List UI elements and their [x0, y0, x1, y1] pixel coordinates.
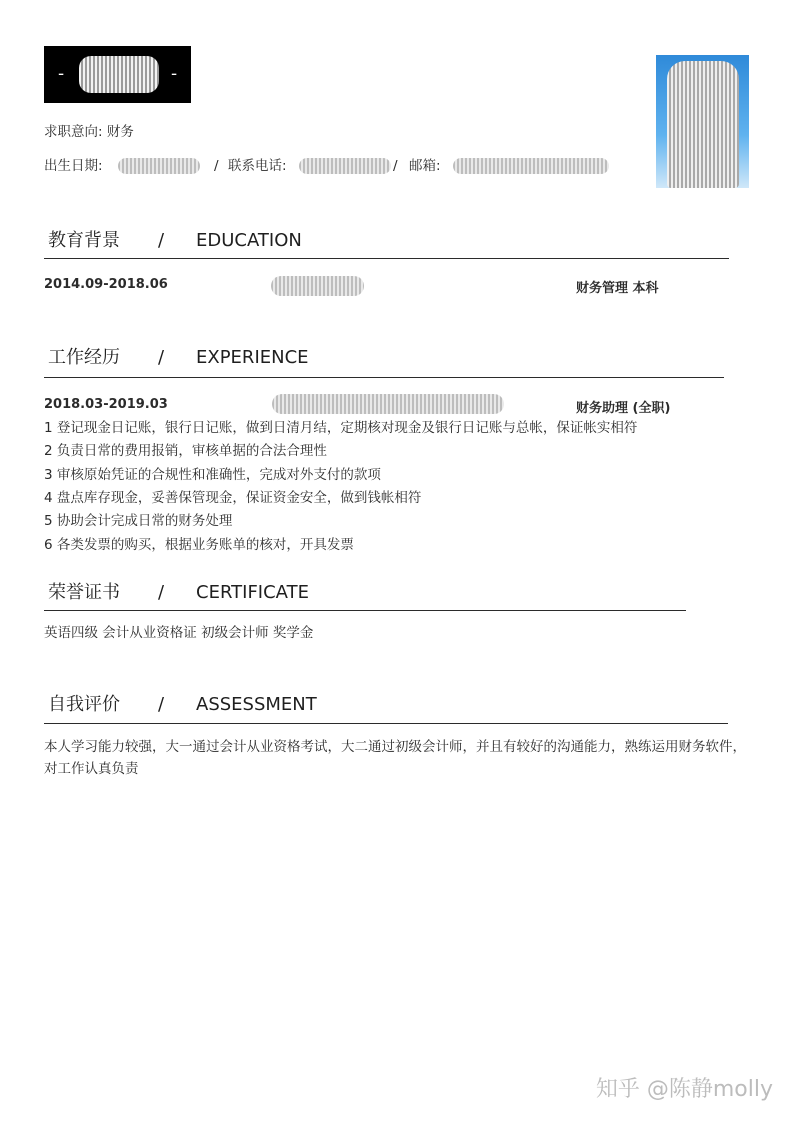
duty-item: 1 登记现金日记账，银行日记账，做到日清月结，定期核对现金及银行日记账与总帐，保证帐实相符: [44, 420, 638, 436]
job-intent: [44, 123, 134, 141]
education-major-degree: 财务管理 本科: [576, 281, 659, 296]
assessment-title-cn: 自我评价: [48, 694, 120, 715]
duty-item: 3 审核原始凭证的合规性和准确性，完成对外支付的款项: [44, 467, 381, 483]
job-intent-value: 财务: [106, 124, 134, 140]
email-redacted: [453, 158, 609, 174]
school-redacted: [271, 276, 364, 296]
job-intent-label: 求职意向:: [44, 124, 103, 140]
name-redacted: [79, 56, 159, 93]
watermark: 知乎 @陈静molly: [595, 1077, 773, 1102]
phone-separator: /: [214, 158, 219, 174]
birth-redacted: [118, 158, 200, 174]
certificate-title-cn: 荣誉证书: [48, 582, 120, 603]
email-label: 邮箱:: [409, 158, 441, 174]
certificate-divider: [44, 610, 686, 611]
education-divider: [44, 258, 729, 259]
duty-item: 2 负责日常的费用报销，审核单据的合法合理性: [44, 443, 327, 459]
name-banner: [44, 46, 191, 103]
assessment-slash: /: [158, 694, 165, 715]
phone-label: 联系电话:: [228, 158, 287, 174]
duty-item: 6 各类发票的购买，根据业务账单的核对，开具发票: [44, 537, 354, 553]
duty-item: 5 协助会计完成日常的财务处理: [44, 513, 233, 529]
education-title-cn: 教育背景: [48, 230, 120, 251]
assessment-text: 本人学习能力较强，大一通过会计从业资格考试，大二通过初级会计师，并且有较好的沟通能力，熟练运用财务软件，对工作认真负责: [44, 739, 746, 777]
experience-title-cn: 工作经历: [48, 347, 120, 368]
experience-divider: [44, 377, 724, 378]
certificate-slash: /: [158, 582, 165, 603]
photo-redacted: [667, 61, 739, 188]
name-dash-left: -: [58, 64, 65, 84]
certificate-title-en: CERTIFICATE: [196, 582, 309, 603]
company-redacted: [272, 394, 504, 414]
experience-position: 财务助理 (全职): [576, 401, 671, 416]
assessment-divider: [44, 723, 728, 724]
experience-slash: /: [158, 347, 165, 368]
certificate-list: 英语四级 会计从业资格证 初级会计师 奖学金: [44, 625, 314, 641]
name-dash-right: -: [171, 64, 178, 84]
duty-item: 4 盘点库存现金，妥善保管现金，保证资金安全，做到钱帐相符: [44, 490, 422, 506]
profile-photo: [656, 55, 749, 188]
phone-redacted: [299, 158, 391, 174]
education-title-en: EDUCATION: [196, 230, 302, 251]
experience-period: 2018.03-2019.03: [44, 397, 168, 412]
birth-label: 出生日期:: [44, 158, 103, 174]
education-period: 2014.09-2018.06: [44, 277, 168, 292]
education-slash: /: [158, 230, 165, 251]
assessment-title-en: ASSESSMENT: [196, 694, 317, 715]
email-separator: /: [393, 158, 398, 174]
experience-title-en: EXPERIENCE: [196, 347, 309, 368]
